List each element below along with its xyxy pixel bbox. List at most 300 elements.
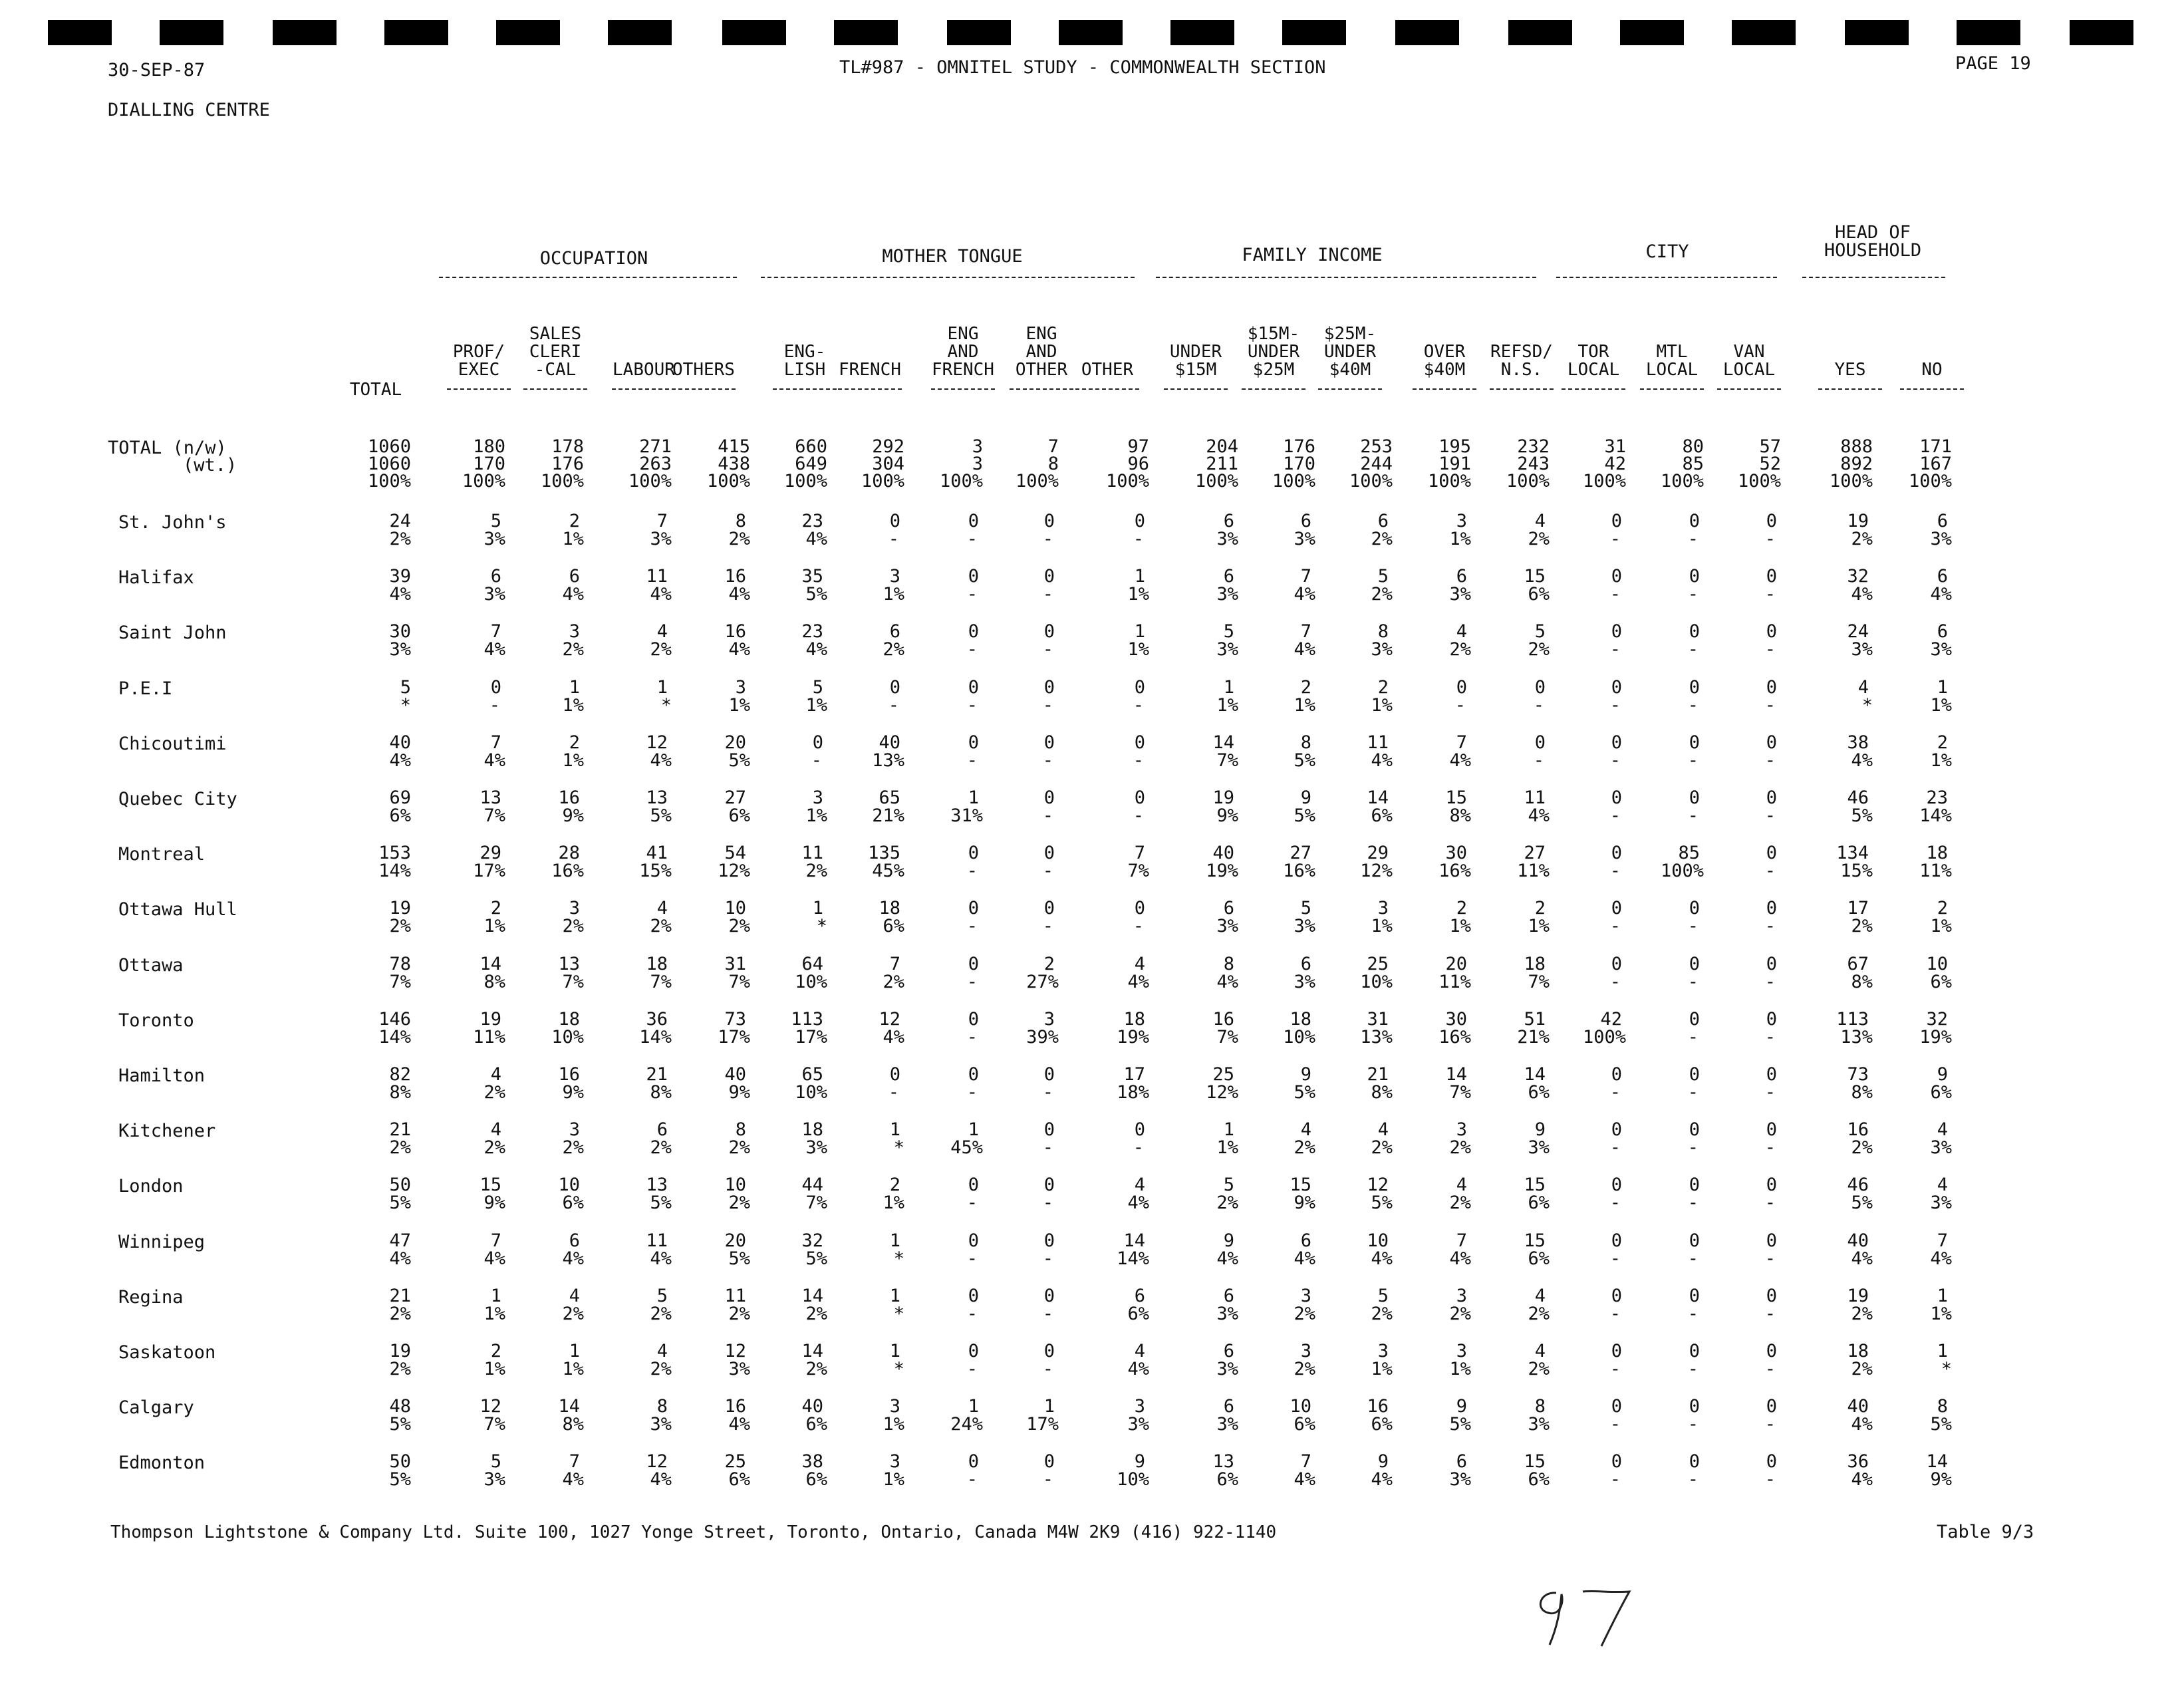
percent-cell: *	[1941, 1359, 1952, 1379]
percent-cell: -	[1609, 972, 1621, 992]
percent-cell: -	[1687, 1304, 1699, 1324]
percent-cell: 2%	[1851, 916, 1873, 936]
total-cell: 167	[1919, 454, 1952, 474]
count-cell: 30	[1445, 843, 1467, 863]
row-label: Edmonton	[118, 1453, 205, 1473]
percent-cell: 5%	[1851, 805, 1873, 826]
percent-cell: *	[400, 695, 411, 716]
count-cell: 4	[1134, 954, 1145, 974]
count-cell: 0	[1689, 1230, 1700, 1251]
percent-cell: 4%	[389, 584, 411, 605]
count-cell: 5	[1223, 1175, 1234, 1195]
percent-cell: 2%	[1449, 1193, 1471, 1213]
total-cell: 100%	[861, 471, 904, 492]
perforation-hole	[1845, 20, 1909, 45]
count-cell: 0	[1134, 511, 1145, 531]
percent-cell: 1%	[1127, 639, 1149, 660]
count-cell: 4	[569, 1286, 580, 1306]
percent-cell: 2%	[650, 1304, 672, 1324]
total-cell: 292	[872, 436, 904, 457]
percent-cell: 3%	[1930, 529, 1952, 549]
percent-cell: 2%	[650, 916, 672, 936]
count-cell: 0	[1043, 787, 1055, 808]
percent-cell: 45%	[950, 1137, 983, 1158]
count-cell: 3	[1300, 1341, 1311, 1361]
count-cell: 5	[656, 1286, 668, 1306]
count-cell: 19	[479, 1009, 501, 1030]
count-cell: 32	[1847, 566, 1869, 587]
percent-cell: 2%	[389, 1137, 411, 1158]
percent-cell: 4%	[1216, 1248, 1238, 1269]
percent-cell: -	[966, 861, 978, 881]
column-header-underline	[1242, 388, 1305, 390]
percent-cell: -	[1687, 1248, 1699, 1269]
total-cell: 100%	[1194, 471, 1238, 492]
percent-cell: 100%	[1660, 861, 1704, 881]
count-cell: 10	[1926, 954, 1948, 974]
count-cell: 1	[1937, 1286, 1948, 1306]
count-cell: 3	[1043, 1009, 1055, 1030]
column-header-underline	[1818, 388, 1882, 390]
percent-cell: 4%	[1371, 750, 1393, 771]
percent-cell: 6%	[1294, 1414, 1315, 1435]
count-cell: 1	[1223, 677, 1234, 698]
percent-cell: 3%	[1449, 584, 1471, 605]
total-cell: 649	[795, 454, 827, 474]
total-row-weight-label: (wt.)	[183, 455, 237, 476]
column-header: FRENCH	[839, 360, 901, 380]
count-cell: 4	[1937, 1175, 1948, 1195]
count-cell: 6	[1456, 566, 1467, 587]
count-cell: 0	[889, 1064, 900, 1085]
report-date: 30-SEP-87	[108, 60, 205, 80]
percent-cell: 4%	[650, 750, 672, 771]
percent-cell: 5%	[389, 1469, 411, 1490]
count-cell: 6	[1223, 511, 1234, 531]
percent-cell: -	[966, 1027, 978, 1048]
percent-cell: -	[1609, 1414, 1621, 1435]
total-cell: 178	[551, 436, 584, 457]
percent-cell: 2%	[883, 639, 904, 660]
count-cell: 14	[1445, 1064, 1467, 1085]
percent-cell: -	[966, 529, 978, 549]
count-cell: 0	[1611, 511, 1622, 531]
count-cell: 0	[968, 1341, 979, 1361]
count-cell: 0	[1611, 1230, 1622, 1251]
percent-cell: 15%	[1840, 861, 1873, 881]
percent-cell: 19%	[1117, 1027, 1149, 1048]
count-cell: 9	[1456, 1396, 1467, 1417]
percent-cell: 2%	[805, 1359, 827, 1379]
count-cell: 7	[1134, 843, 1145, 863]
count-cell: 14	[1367, 787, 1389, 808]
column-header: SALES CLERI -CAL	[529, 324, 582, 380]
row-label: Chicoutimi	[118, 734, 227, 754]
percent-cell: 2%	[1449, 1304, 1471, 1324]
row-label: Halifax	[118, 567, 194, 588]
percent-cell: 3%	[1930, 639, 1952, 660]
count-cell: 15	[1524, 1175, 1546, 1195]
percent-cell: -	[1042, 1248, 1053, 1269]
count-cell: 14	[1212, 732, 1234, 753]
percent-cell: -	[1533, 750, 1544, 771]
total-cell: 438	[718, 454, 750, 474]
row-label: Quebec City	[118, 789, 237, 809]
total-cell: 31	[1604, 436, 1626, 457]
perforation-hole	[160, 20, 223, 45]
percent-cell: 8%	[483, 972, 505, 992]
count-cell: 0	[1611, 1064, 1622, 1085]
percent-cell: 3%	[650, 529, 672, 549]
count-cell: 11	[646, 1230, 668, 1251]
percent-cell: 21%	[1517, 1027, 1550, 1048]
percent-cell: 2%	[650, 1359, 672, 1379]
percent-cell: 4%	[562, 1469, 584, 1490]
percent-cell: 1%	[883, 1193, 904, 1213]
percent-cell: 31%	[950, 805, 983, 826]
count-cell: 11	[1367, 732, 1389, 753]
total-cell: 100%	[1015, 471, 1059, 492]
percent-cell: -	[1687, 1193, 1699, 1213]
count-cell: 11	[646, 566, 668, 587]
group-underline	[1556, 277, 1777, 278]
percent-cell: 4%	[562, 584, 584, 605]
percent-cell: 2%	[1216, 1193, 1238, 1213]
percent-cell: -	[1042, 1304, 1053, 1324]
percent-cell: -	[1764, 695, 1776, 716]
percent-cell: -	[1042, 1469, 1053, 1490]
percent-cell: -	[1764, 972, 1776, 992]
total-cell: 195	[1438, 436, 1471, 457]
report-subtitle: DIALLING CENTRE	[108, 100, 270, 120]
percent-cell: -	[966, 1304, 978, 1324]
percent-cell: 14%	[1919, 805, 1952, 826]
percent-cell: 2%	[805, 861, 827, 881]
column-header: $15M- UNDER $25M	[1247, 324, 1300, 380]
percent-cell: 2%	[1294, 1304, 1315, 1324]
count-cell: 2	[889, 1175, 900, 1195]
percent-cell: 4%	[1371, 1248, 1393, 1269]
count-cell: 3	[812, 787, 823, 808]
perforation-hole	[273, 20, 337, 45]
count-cell: 0	[1611, 677, 1622, 698]
percent-cell: 4%	[1127, 1193, 1149, 1213]
percent-cell: -	[1042, 695, 1053, 716]
count-cell: 48	[389, 1396, 411, 1417]
count-cell: 10	[1367, 1230, 1389, 1251]
percent-cell: 4%	[805, 639, 827, 660]
percent-cell: 17%	[795, 1027, 827, 1048]
count-cell: 7	[490, 1230, 501, 1251]
column-header-underline	[838, 388, 902, 390]
percent-cell: 10%	[1360, 972, 1393, 992]
count-cell: 3	[1456, 1341, 1467, 1361]
percent-cell: 4%	[483, 639, 505, 660]
percent-cell: 4%	[1371, 1469, 1393, 1490]
count-cell: 5	[490, 1451, 501, 1472]
total-cell: 57	[1759, 436, 1781, 457]
count-cell: 3	[889, 566, 900, 587]
count-cell: 8	[735, 511, 746, 531]
count-cell: 1	[889, 1341, 900, 1361]
count-cell: 6	[1223, 566, 1234, 587]
percent-cell: 2%	[728, 1304, 750, 1324]
percent-cell: 1%	[1930, 750, 1952, 771]
percent-cell: *	[1861, 695, 1873, 716]
percent-cell: 10%	[795, 972, 827, 992]
report-title: TL#987 - OMNITEL STUDY - COMMONWEALTH SECTION	[839, 57, 1326, 78]
count-cell: 50	[389, 1175, 411, 1195]
percent-cell: 10%	[795, 1082, 827, 1103]
percent-cell: -	[966, 750, 978, 771]
count-cell: 31	[1367, 1009, 1389, 1030]
count-cell: 0	[1766, 1230, 1777, 1251]
percent-cell: 5%	[389, 1193, 411, 1213]
count-cell: 0	[1043, 898, 1055, 918]
count-cell: 16	[558, 787, 580, 808]
count-cell: 0	[968, 1230, 979, 1251]
count-cell: 10	[724, 1175, 746, 1195]
count-cell: 0	[1689, 566, 1700, 587]
count-cell: 0	[1611, 1451, 1622, 1472]
total-cell: 170	[473, 454, 505, 474]
count-cell: 1	[968, 1119, 979, 1140]
total-cell: 100%	[462, 471, 505, 492]
count-cell: 0	[1766, 1396, 1777, 1417]
percent-cell: 2%	[1528, 1359, 1550, 1379]
count-cell: 38	[801, 1451, 823, 1472]
percent-cell: -	[1687, 1027, 1699, 1048]
group-underline	[439, 277, 737, 278]
percent-cell: -	[888, 1082, 899, 1103]
count-cell: 6	[1134, 1286, 1145, 1306]
count-cell: 12	[1367, 1175, 1389, 1195]
percent-cell: 4%	[1930, 1248, 1952, 1269]
column-header: ENG AND FRENCH	[932, 324, 994, 380]
percent-cell: 1%	[483, 1304, 505, 1324]
column-header-underline	[612, 388, 676, 390]
percent-cell: -	[888, 695, 899, 716]
total-cell: 100%	[540, 471, 584, 492]
percent-cell: -	[1764, 916, 1776, 936]
count-cell: 47	[389, 1230, 411, 1251]
percent-cell: 11%	[1919, 861, 1952, 881]
count-cell: 0	[1689, 511, 1700, 531]
count-cell: 8	[1223, 954, 1234, 974]
count-cell: 3	[889, 1396, 900, 1417]
percent-cell: 2%	[728, 916, 750, 936]
total-cell: 243	[1517, 454, 1550, 474]
count-cell: 6	[1377, 511, 1389, 531]
count-cell: 14	[1926, 1451, 1948, 1472]
percent-cell: -	[1609, 639, 1621, 660]
percent-cell: 9%	[1930, 1469, 1952, 1490]
group-header: CITY	[1645, 241, 1689, 262]
count-cell: 40	[1847, 1230, 1869, 1251]
total-cell: 204	[1206, 436, 1238, 457]
percent-cell: *	[660, 695, 672, 716]
count-cell: 0	[1689, 787, 1700, 808]
percent-cell: 9%	[1216, 805, 1238, 826]
percent-cell: -	[1042, 529, 1053, 549]
count-cell: 0	[968, 898, 979, 918]
count-cell: 14	[801, 1341, 823, 1361]
row-label: Ottawa Hull	[118, 899, 237, 920]
percent-cell: 4%	[1930, 584, 1952, 605]
percent-cell: 6%	[728, 805, 750, 826]
column-header: PROF/ EXEC	[452, 342, 505, 380]
percent-cell: 2%	[1371, 1137, 1393, 1158]
perforation-hole	[1620, 20, 1684, 45]
count-cell: 0	[1766, 1119, 1777, 1140]
count-cell: 30	[389, 621, 411, 642]
count-cell: 3	[1134, 1396, 1145, 1417]
count-cell: 5	[1377, 566, 1389, 587]
total-cell: 100%	[783, 471, 827, 492]
column-header-underline	[1075, 388, 1139, 390]
count-cell: 0	[1766, 1064, 1777, 1085]
percent-cell: -	[1133, 805, 1144, 826]
percent-cell: 2%	[1528, 1304, 1550, 1324]
count-cell: 18	[801, 1119, 823, 1140]
percent-cell: 27%	[1026, 972, 1059, 992]
percent-cell: -	[1764, 529, 1776, 549]
count-cell: 0	[1043, 1064, 1055, 1085]
total-cell: 253	[1360, 436, 1393, 457]
percent-cell: 4%	[728, 1414, 750, 1435]
percent-cell: 7%	[1449, 1082, 1471, 1103]
percent-cell: 7%	[483, 1414, 505, 1435]
percent-cell: -	[1687, 639, 1699, 660]
percent-cell: 1%	[562, 1359, 584, 1379]
percent-cell: 17%	[473, 861, 505, 881]
count-cell: 1	[1043, 1396, 1055, 1417]
perforation-hole	[2070, 20, 2133, 45]
column-header: NO	[1921, 360, 1943, 380]
count-cell: 15	[1290, 1175, 1311, 1195]
percent-cell: -	[1764, 1027, 1776, 1048]
percent-cell: -	[966, 584, 978, 605]
count-cell: 8	[656, 1396, 668, 1417]
row-label: Ottawa	[118, 955, 184, 976]
percent-cell: -	[1764, 1082, 1776, 1103]
count-cell: 0	[1043, 1119, 1055, 1140]
count-cell: 0	[1043, 843, 1055, 863]
count-cell: 2	[1937, 898, 1948, 918]
percent-cell: -	[1687, 1082, 1699, 1103]
count-cell: 40	[879, 732, 900, 753]
total-cell: 244	[1360, 454, 1393, 474]
count-cell: 5	[1534, 621, 1546, 642]
count-cell: 4	[1300, 1119, 1311, 1140]
count-cell: 8	[735, 1119, 746, 1140]
count-cell: 3	[1377, 898, 1389, 918]
count-cell: 0	[1766, 566, 1777, 587]
count-cell: 8	[1534, 1396, 1546, 1417]
count-cell: 2	[490, 898, 501, 918]
count-cell: 4	[1134, 1341, 1145, 1361]
percent-cell: -	[1042, 1137, 1053, 1158]
percent-cell: 4%	[1449, 1248, 1471, 1269]
percent-cell: 24%	[950, 1414, 983, 1435]
count-cell: 0	[968, 954, 979, 974]
count-cell: 10	[1290, 1396, 1311, 1417]
percent-cell: 2%	[389, 1304, 411, 1324]
column-header-underline	[1900, 388, 1964, 390]
percent-cell: -	[1687, 916, 1699, 936]
percent-cell: 4%	[1851, 1469, 1873, 1490]
count-cell: 5	[812, 677, 823, 698]
percent-cell: 3%	[1216, 1304, 1238, 1324]
count-cell: 1	[1223, 1119, 1234, 1140]
count-cell: 28	[558, 843, 580, 863]
column-header-underline	[1164, 388, 1228, 390]
percent-cell: -	[1764, 639, 1776, 660]
count-cell: 25	[724, 1451, 746, 1472]
column-header-underline	[931, 388, 995, 390]
percent-cell: 4%	[562, 1248, 584, 1269]
percent-cell: 7%	[805, 1193, 827, 1213]
count-cell: 6	[889, 621, 900, 642]
count-cell: 5	[1300, 898, 1311, 918]
perforation-hole	[1170, 20, 1234, 45]
count-cell: 50	[389, 1451, 411, 1472]
percent-cell: 2%	[728, 1137, 750, 1158]
count-cell: 14	[479, 954, 501, 974]
count-cell: 1	[889, 1286, 900, 1306]
count-cell: 6	[569, 1230, 580, 1251]
count-cell: 0	[1134, 732, 1145, 753]
count-cell: 10	[558, 1175, 580, 1195]
count-cell: 13	[1212, 1451, 1234, 1472]
count-cell: 16	[558, 1064, 580, 1085]
count-cell: 113	[791, 1009, 823, 1030]
percent-cell: -	[1609, 861, 1621, 881]
percent-cell: -	[966, 1469, 978, 1490]
perforation-hole	[834, 20, 898, 45]
column-header: TOTAL	[349, 380, 402, 400]
count-cell: 0	[1611, 898, 1622, 918]
count-cell: 6	[1456, 1451, 1467, 1472]
percent-cell: -	[1133, 1137, 1144, 1158]
count-cell: 0	[1766, 1009, 1777, 1030]
count-cell: 12	[879, 1009, 900, 1030]
percent-cell: -	[1764, 750, 1776, 771]
count-cell: 0	[1689, 1396, 1700, 1417]
percent-cell: 6%	[805, 1469, 827, 1490]
percent-cell: 3%	[1216, 916, 1238, 936]
count-cell: 32	[1926, 1009, 1948, 1030]
count-cell: 42	[1600, 1009, 1622, 1030]
percent-cell: 3%	[1294, 529, 1315, 549]
percent-cell: 3%	[650, 1414, 672, 1435]
total-cell: 415	[718, 436, 750, 457]
row-label: Montreal	[118, 844, 205, 865]
count-cell: 4	[1134, 1175, 1145, 1195]
percent-cell: 7%	[728, 972, 750, 992]
count-cell: 134	[1836, 843, 1869, 863]
count-cell: 0	[968, 1009, 979, 1030]
percent-cell: 3%	[1294, 916, 1315, 936]
perforation-hole	[1732, 20, 1796, 45]
percent-cell: 45%	[872, 861, 904, 881]
percent-cell: 2%	[562, 916, 584, 936]
count-cell: 0	[1611, 1396, 1622, 1417]
count-cell: 20	[724, 732, 746, 753]
count-cell: 0	[1534, 677, 1546, 698]
percent-cell: 1%	[1449, 1359, 1471, 1379]
count-cell: 146	[378, 1009, 411, 1030]
